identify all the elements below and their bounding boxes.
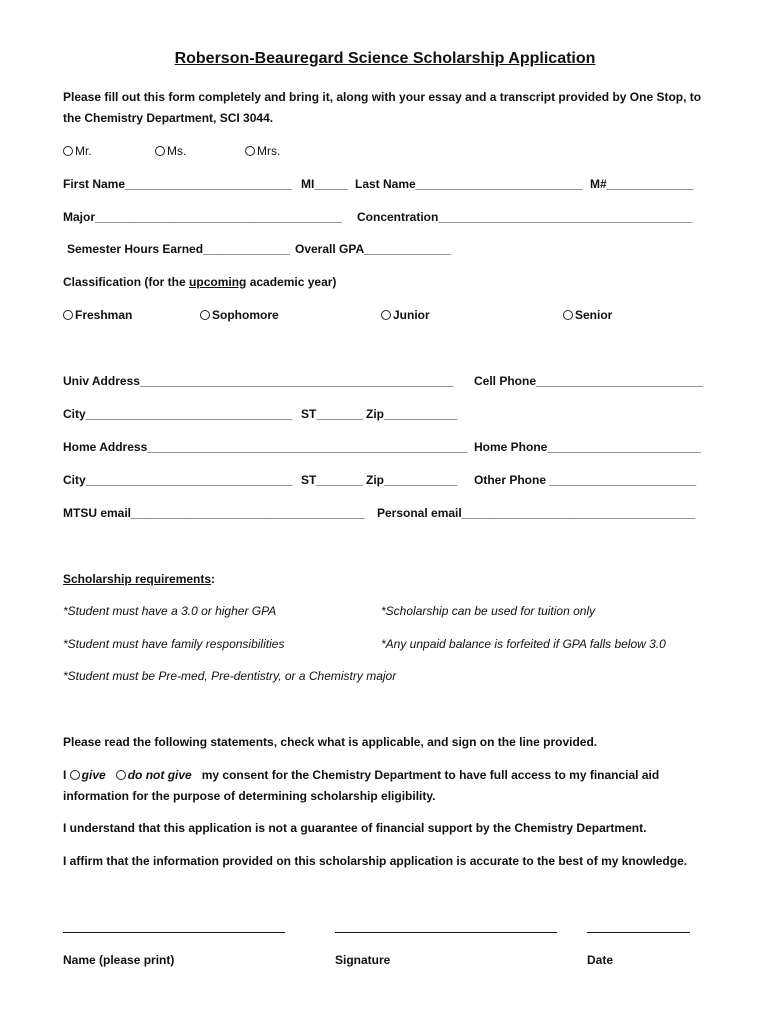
intro-line-2: the Chemistry Department, SCI 3044. [63,111,274,125]
signature-label: Signature [335,953,391,967]
date-label: Date [587,953,614,967]
concentration-field[interactable]: Concentration______________________________________ [357,210,692,224]
give-radio-icon[interactable] [70,770,80,780]
radio-icon[interactable] [381,310,391,320]
cell-phone-field[interactable]: Cell Phone_________________________ [474,374,703,388]
classification-label: Classification (for the upcoming academic year) [63,275,337,289]
home-state-field[interactable]: ST_______ [301,473,364,487]
name-line[interactable] [63,924,285,933]
salutation-mr[interactable]: Mr. [63,143,92,159]
affirm-statement: I affirm that the information provided on this scholarship application is accurate to the best of my knowledge. [63,854,688,868]
state-field[interactable]: ST_______ [301,407,364,421]
first-name-field[interactable]: First Name_________________________ [63,177,292,191]
home-city-field[interactable]: City_______________________________ [63,473,293,487]
requirement-family: *Student must have family responsibilities [63,637,285,651]
signature-line[interactable] [335,924,557,933]
mtsu-email-field[interactable]: MTSU email___________________________________ [63,506,365,520]
class-option-senior[interactable]: Senior [563,307,612,323]
class-option-freshman[interactable]: Freshman [63,307,132,323]
consent-line-2: information for the purpose of determining scholarship eligibility. [63,789,436,803]
m-number-field[interactable]: M#_____________ [590,177,694,191]
salutation-mrs[interactable]: Mrs. [245,143,280,159]
radio-icon[interactable] [63,146,73,156]
major-field[interactable]: Major_____________________________________ [63,210,342,224]
radio-icon[interactable] [63,310,73,320]
radio-icon[interactable] [563,310,573,320]
last-name-field[interactable]: Last Name_________________________ [355,177,583,191]
consent-line: I give do not give my consent for the Chemistry Department to have full access to my financial aid [63,768,660,782]
form-title: Roberson-Beauregard Science Scholarship Application [174,50,596,67]
name-label: Name (please print) [63,953,175,967]
requirement-tuition: *Scholarship can be used for tuition only [381,604,596,618]
do-not-give-radio-icon[interactable] [116,770,126,780]
requirements-heading: Scholarship requirements: [63,572,216,586]
radio-icon[interactable] [200,310,210,320]
radio-icon[interactable] [245,146,255,156]
univ-address-field[interactable]: Univ Address_______________________________________________ [63,374,454,388]
statements-instruction: Please read the following statements, check what is applicable, and sign on the line provided. [63,735,598,749]
home-phone-field[interactable]: Home Phone_______________________ [474,440,701,454]
home-address-field[interactable]: Home Address________________________________________________ [63,440,468,454]
overall-gpa-field[interactable]: Overall GPA_____________ [295,242,451,256]
home-zip-field[interactable]: Zip___________ [366,473,458,487]
salutation-ms[interactable]: Ms. [155,143,186,159]
date-line[interactable] [587,924,690,933]
give-option[interactable]: give [81,768,106,782]
other-phone-field[interactable]: Other Phone ______________________ [474,473,697,487]
radio-icon[interactable] [155,146,165,156]
intro-line-1: Please fill out this form completely and bring it, along with your essay and a transcript provided by One Stop, to [63,90,702,104]
requirement-major: *Student must be Pre-med, Pre-dentistry, or a Chemistry major [63,669,397,683]
class-option-junior[interactable]: Junior [381,307,430,323]
class-option-sophomore[interactable]: Sophomore [200,307,279,323]
requirement-balance: *Any unpaid balance is forfeited if GPA falls below 3.0 [381,637,666,651]
do-not-give-option[interactable]: do not give [127,768,192,782]
zip-field[interactable]: Zip___________ [366,407,458,421]
city-field[interactable]: City_______________________________ [63,407,293,421]
personal-email-field[interactable]: Personal email___________________________________ [377,506,696,520]
understand-statement: I understand that this application is not a guarantee of financial support by the Chemistry Department. [63,821,647,835]
requirement-gpa: *Student must have a 3.0 or higher GPA [63,604,277,618]
semester-hours-field[interactable]: Semester Hours Earned_____________ [67,242,290,256]
mi-field[interactable]: MI_____ [301,177,348,191]
